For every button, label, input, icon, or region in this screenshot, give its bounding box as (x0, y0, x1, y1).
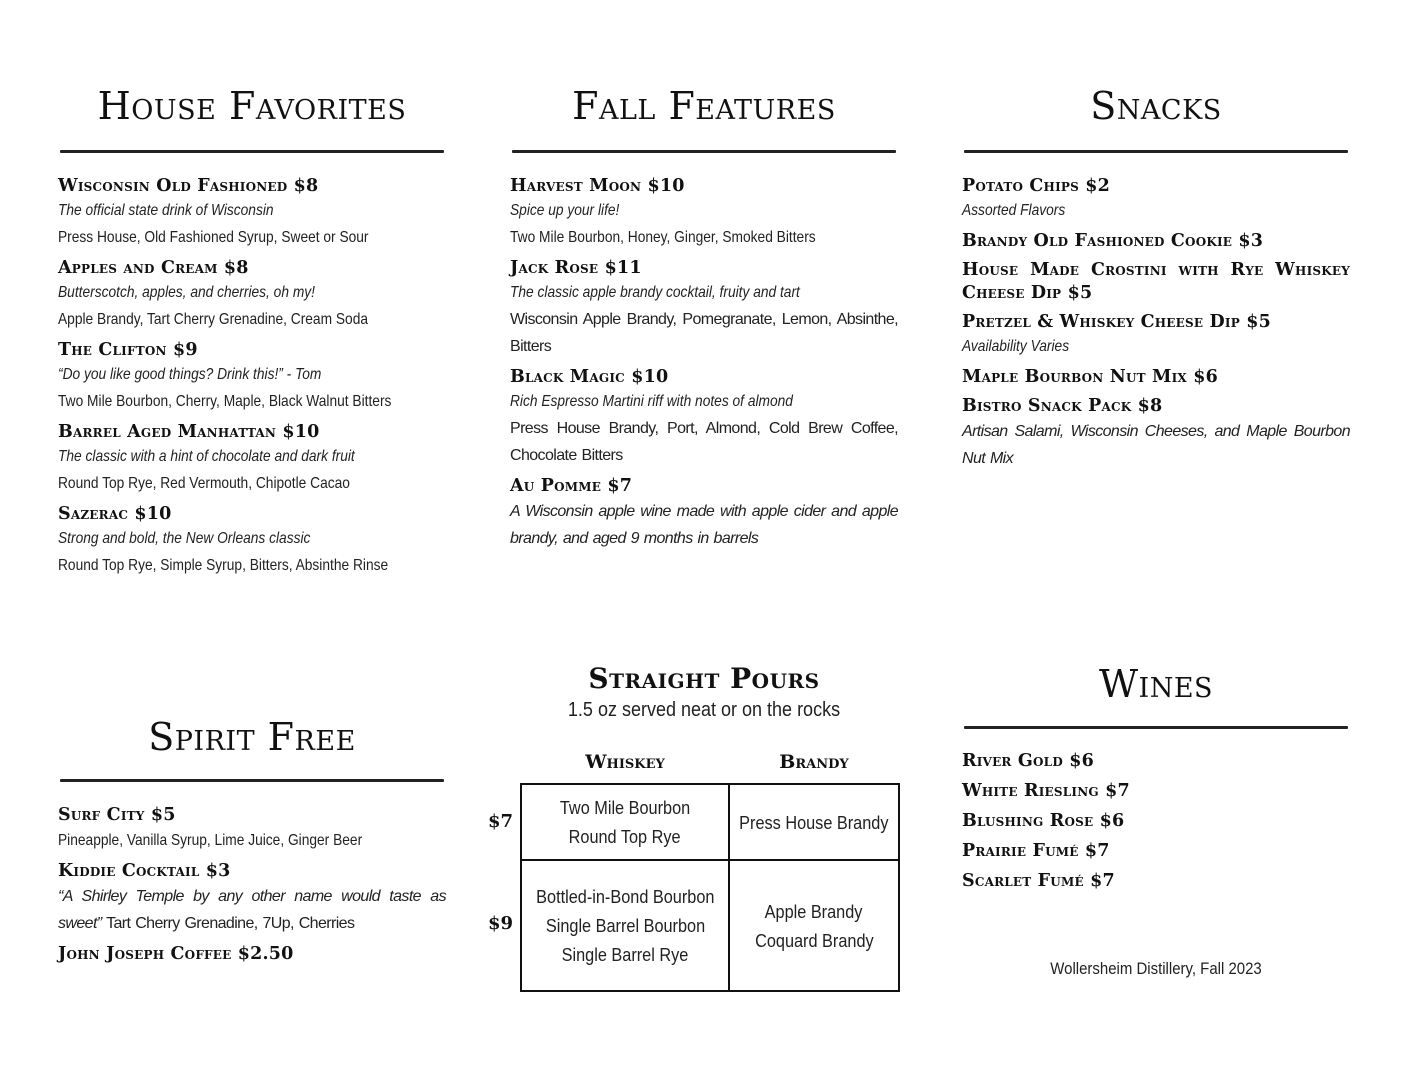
item-description: Rich Espresso Martini riff with notes of almond (510, 393, 793, 410)
item-description: The classic with a hint of chocolate and dark fruit (58, 448, 355, 465)
menu-item (58, 175, 446, 251)
menu-item (58, 860, 446, 937)
section-snacks (962, 84, 1350, 478)
item-ingredients: Wisconsin Apple Brandy, Pomegranate, Lemon, Absinthe, Bitters (510, 311, 898, 355)
menu-item (962, 395, 1350, 472)
item-name: Maple Bourbon Nut Mix $6 (962, 367, 1218, 387)
table-cell (730, 785, 898, 859)
row-price: $9 (488, 913, 514, 934)
item-ingredients: Press House Brandy, Port, Almond, Cold Brew Coffee, Chocolate Bitters (510, 420, 898, 464)
pour-name: Coquard Brandy (754, 929, 874, 951)
item-name: Au Pomme $7 (510, 476, 633, 496)
menu-item (962, 311, 1350, 360)
menu-item (58, 503, 446, 579)
table-cell (730, 861, 898, 990)
pour-name: Bottled-in-Bond Bourbon (535, 886, 715, 907)
column-header-brandy: Brandy (779, 751, 849, 773)
menu-item (58, 257, 446, 333)
item-description: A Wisconsin apple wine made with apple cider and apple brandy, and aged 9 months in barrels (510, 503, 898, 547)
section-house-favorites (58, 84, 446, 585)
section-title: Snacks (1090, 84, 1222, 128)
column-header-whiskey: Whiskey (585, 751, 665, 773)
menu-item (58, 421, 446, 497)
item-name: Black Magic $10 (510, 367, 669, 387)
item-name: Pretzel & Whiskey Cheese Dip $5 (962, 312, 1271, 332)
menu-item (58, 339, 446, 415)
wine-item: Scarlet Fumé $7 (962, 871, 1115, 891)
pour-name: Single Barrel Rye (561, 944, 689, 965)
pour-name: Single Barrel Bourbon (545, 915, 705, 936)
section-divider (964, 726, 1348, 729)
section-divider (964, 150, 1348, 153)
menu-item-list (962, 750, 1350, 893)
item-description: “Do you like good things? Drink this!” - Tom (58, 366, 322, 383)
item-name: Bistro Snack Pack $8 (962, 396, 1163, 416)
pour-name: Press House Brandy (739, 811, 889, 833)
row-price: $7 (488, 811, 514, 832)
menu-item (510, 475, 898, 552)
item-description: Availability Varies (962, 338, 1070, 355)
item-ingredients: Round Top Rye, Red Vermouth, Chipotle Cacao (58, 475, 350, 492)
item-name: Kiddie Cocktail $3 (58, 861, 231, 881)
item-ingredients: Round Top Rye, Simple Syrup, Bitters, Absinthe Rinse (58, 557, 389, 574)
section-divider (512, 150, 896, 153)
menu-item (58, 943, 446, 966)
section-title: Fall Features (572, 84, 836, 128)
item-name: Apples and Cream $8 (58, 258, 249, 278)
item-name: Jack Rose $11 (510, 258, 642, 278)
item-text (58, 883, 446, 937)
table-cell (522, 861, 728, 990)
section-straight-pours (510, 662, 898, 724)
pour-name: Two Mile Bourbon (559, 797, 691, 818)
menu-item (58, 804, 446, 854)
section-wines (962, 662, 1350, 900)
menu-item (510, 175, 898, 251)
pours-table (520, 783, 900, 992)
item-name: Brandy Old Fashioned Cookie $3 (962, 231, 1264, 251)
wine-item: River Gold $6 (962, 751, 1094, 771)
section-title: Wines (1098, 662, 1214, 706)
item-ingredients: Pineapple, Vanilla Syrup, Lime Juice, Ginger Beer (58, 832, 363, 849)
wine-item: White Riesling $7 (962, 781, 1130, 801)
item-name: House Made Crostini with Rye Whiskey Cheese Dip $5 (962, 260, 1350, 303)
item-description: Assorted Flavors (962, 202, 1066, 219)
menu-item (962, 230, 1350, 253)
menu-item (962, 175, 1350, 224)
section-subtitle: 1.5 oz served neat or on the rocks (567, 699, 841, 721)
item-ingredients: Two Mile Bourbon, Cherry, Maple, Black Walnut Bitters (58, 393, 392, 410)
item-ingredients: Apple Brandy, Tart Cherry Grenadine, Cream Soda (58, 311, 369, 328)
item-name: Harvest Moon $10 (510, 176, 685, 196)
item-name: Surf City $5 (58, 805, 176, 825)
menu-item-list (58, 175, 446, 579)
item-description: Strong and bold, the New Orleans classic (58, 530, 311, 547)
menu-item-list (510, 175, 898, 552)
item-description: Artisan Salami, Wisconsin Cheeses, and Maple Bourbon Nut Mix (962, 423, 1350, 467)
item-ingredients: Press House, Old Fashioned Syrup, Sweet or Sour (58, 229, 369, 246)
item-description: The official state drink of Wisconsin (58, 202, 274, 219)
item-description: “A Shirley Temple by any other name would taste as sweet” (58, 888, 446, 932)
footer-note: Wollersheim Distillery, Fall 2023 (1050, 959, 1262, 978)
wine-item: Prairie Fumé $7 (962, 841, 1110, 861)
menu-item (510, 257, 898, 360)
wine-item: Blushing Rose $6 (962, 811, 1125, 831)
section-divider (60, 150, 444, 153)
section-divider (60, 779, 444, 782)
pour-name: Round Top Rye (569, 826, 681, 847)
item-name: The Clifton $9 (58, 340, 198, 360)
table-cell (522, 785, 728, 859)
menu-item-list (58, 804, 446, 966)
menu-item (510, 366, 898, 469)
item-ingredients: Tart Cherry Grenadine, 7Up, Cherries (106, 915, 355, 932)
item-name: Sazerac $10 (58, 504, 172, 524)
item-name: Wisconsin Old Fashioned $8 (58, 176, 319, 196)
item-name: John Joseph Coffee $2.50 (58, 944, 294, 964)
menu-item (962, 259, 1350, 305)
pour-name: Apple Brandy (765, 900, 863, 922)
section-title: Straight Pours (588, 662, 820, 695)
item-name: Barrel Aged Manhattan $10 (58, 422, 320, 442)
item-description: Spice up your life! (510, 202, 620, 219)
item-description: Butterscotch, apples, and cherries, oh my! (58, 284, 315, 301)
menu-item-list (962, 175, 1350, 472)
section-fall-features (510, 84, 898, 558)
section-title: House Favorites (97, 84, 407, 128)
section-spirit-free (58, 715, 446, 972)
item-name: Potato Chips $2 (962, 176, 1111, 196)
menu-item (962, 366, 1350, 389)
item-ingredients: Two Mile Bourbon, Honey, Ginger, Smoked Bitters (510, 229, 816, 246)
section-title: Spirit Free (148, 715, 356, 759)
item-description: The classic apple brandy cocktail, fruity and tart (510, 284, 800, 301)
